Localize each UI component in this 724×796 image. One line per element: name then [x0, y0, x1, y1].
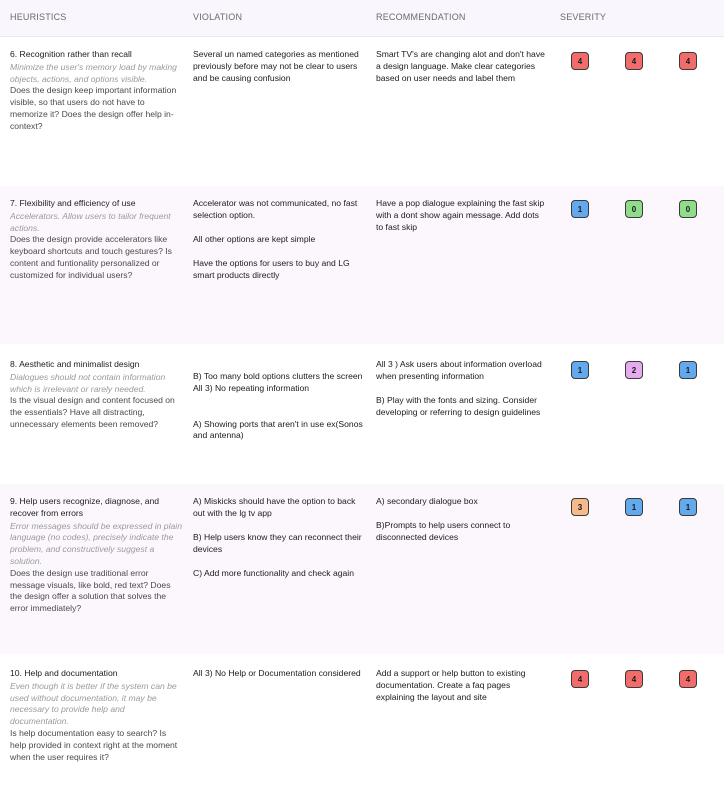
table-row: [0, 37, 724, 185]
table-header: [0, 0, 724, 37]
violation-text: C) Add more functionality and check again: [193, 568, 354, 579]
violation-text: B) Too many bold options clutters the screen All 3) No repeating information: [193, 370, 363, 393]
severity-badge: 4: [679, 52, 697, 70]
recommendation-cell: [376, 198, 548, 246]
table-row: [0, 186, 724, 344]
heuristic-question: Does the design use traditional error message visuals, like bold, red text? Does the design offer a solution that solves the error immediately?: [10, 567, 171, 614]
severity-badge: 4: [571, 670, 589, 688]
header-recommendation: RECOMMENDATION: [376, 12, 466, 22]
heuristic-cell: [10, 359, 182, 431]
recommendation-text: All 3 ) Ask users about information overload when presenting information: [376, 359, 542, 381]
violation-text: Have the options for users to buy and LG smart products directly: [193, 258, 350, 281]
header-severity: SEVERITY: [560, 12, 607, 22]
heuristic-title: 6. Recognition rather than recall: [10, 49, 132, 59]
heuristic-cell: [10, 496, 184, 615]
table-row: [0, 484, 724, 654]
heuristic-title: 8. Aesthetic and minimalist design: [10, 359, 140, 369]
heuristic-question: Is help documentation easy to search? Is help provided in context right at the moment when the user requires it?: [10, 727, 178, 762]
severity-badge: 1: [679, 498, 697, 516]
header-heuristics: HEURISTICS: [10, 12, 67, 22]
heuristic-title: 9. Help users recognize, diagnose, and recover from errors: [10, 496, 160, 518]
recommendation-text: A) secondary dialogue box: [376, 496, 478, 506]
recommendation-cell: [376, 359, 548, 431]
recommendation-text: B)Prompts to help users connect to disconnected devices: [376, 520, 511, 543]
heuristic-cell: [10, 198, 184, 282]
heuristic-question: Is the visual design and content focused on the essentials? Have all distracting, unnecessary elements been removed?: [10, 395, 175, 429]
violation-text: All 3) No Help or Documentation considered: [193, 668, 361, 678]
heuristic-cell: [10, 668, 182, 763]
heuristic-description: Accelerators. Allow users to tailor frequent actions.: [10, 210, 171, 233]
heuristic-description: Minimize the user's memory load by making objects, actions, and options visible.: [10, 61, 177, 84]
severity-badge: 0: [679, 200, 697, 218]
violation-cell: [193, 668, 365, 692]
severity-badge: 0: [625, 200, 643, 218]
violation-cell: [193, 198, 365, 294]
violation-cell: [193, 49, 365, 97]
severity-badge: 4: [625, 52, 643, 70]
header-violation: VIOLATION: [193, 12, 243, 22]
heuristic-title: 10. Help and documentation: [10, 668, 118, 678]
table-row: [0, 345, 724, 483]
violation-text: Accelerator was not communicated, no fast selection option.: [193, 198, 358, 220]
recommendation-text: Have a pop dialogue explaining the fast skip with a dont show again message. Add dots to fast skip: [376, 198, 545, 232]
violation-text: B) Help users know they can reconnect their devices: [193, 532, 362, 554]
severity-badge: 4: [625, 670, 643, 688]
heuristic-description: Dialogues should not contain information which is irrelevant or rarely needed.: [10, 371, 166, 394]
heuristic-cell: [10, 49, 182, 133]
heuristic-description: Even though it is better if the system can be used without documentation, it may be necessary to provide help and documentation.: [10, 680, 177, 727]
severity-badge: 4: [571, 52, 589, 70]
severity-badge: 4: [679, 670, 697, 688]
severity-badge: 1: [571, 361, 589, 379]
violation-cell: [193, 359, 365, 467]
severity-badge: 1: [571, 200, 589, 218]
heuristic-title: 7. Flexibility and efficiency of use: [10, 198, 136, 208]
severity-badge: 1: [625, 498, 643, 516]
severity-badge: 1: [679, 361, 697, 379]
recommendation-text: Add a support or help button to existing documentation. Create a faq pages explaining the layout and site: [376, 668, 526, 702]
violation-text: Several un named categories as mentioned previously before may not be clear to users and be causing confusion: [193, 49, 359, 83]
severity-badge: 2: [625, 361, 643, 379]
violation-text: A) Miskicks should have the option to back out with the lg tv app: [193, 496, 356, 518]
table-row: [0, 655, 724, 796]
heuristic-question: Does the design provide accelerators like keyboard shortcuts and touch gestures? Is content and funtionality personalized or customized for individual users?: [10, 234, 172, 280]
heuristic-question: Does the design keep important information visible, so that users do not have to memorize it? Does the design offer help in-context?: [10, 85, 177, 131]
recommendation-cell: [376, 49, 548, 97]
recommendation-text: Smart TV's are changing alot and don't have a design language. Make clear categories based on user needs and label them: [376, 49, 545, 83]
recommendation-text: B) Play with the fonts and sizing. Consider developing or referring to design guidelines: [376, 395, 541, 417]
violation-text: A) Showing ports that aren't in use ex(Sonos and antenna): [193, 418, 363, 441]
violation-cell: [193, 496, 367, 592]
recommendation-cell: [376, 496, 548, 556]
recommendation-cell: [376, 668, 548, 716]
severity-badge: 3: [571, 498, 589, 516]
heuristic-description: Error messages should be expressed in plain language (no codes), precisely indicate the problem, and constructively suggest a solution.: [10, 520, 182, 566]
violation-text: All other options are kept simple: [193, 234, 316, 245]
